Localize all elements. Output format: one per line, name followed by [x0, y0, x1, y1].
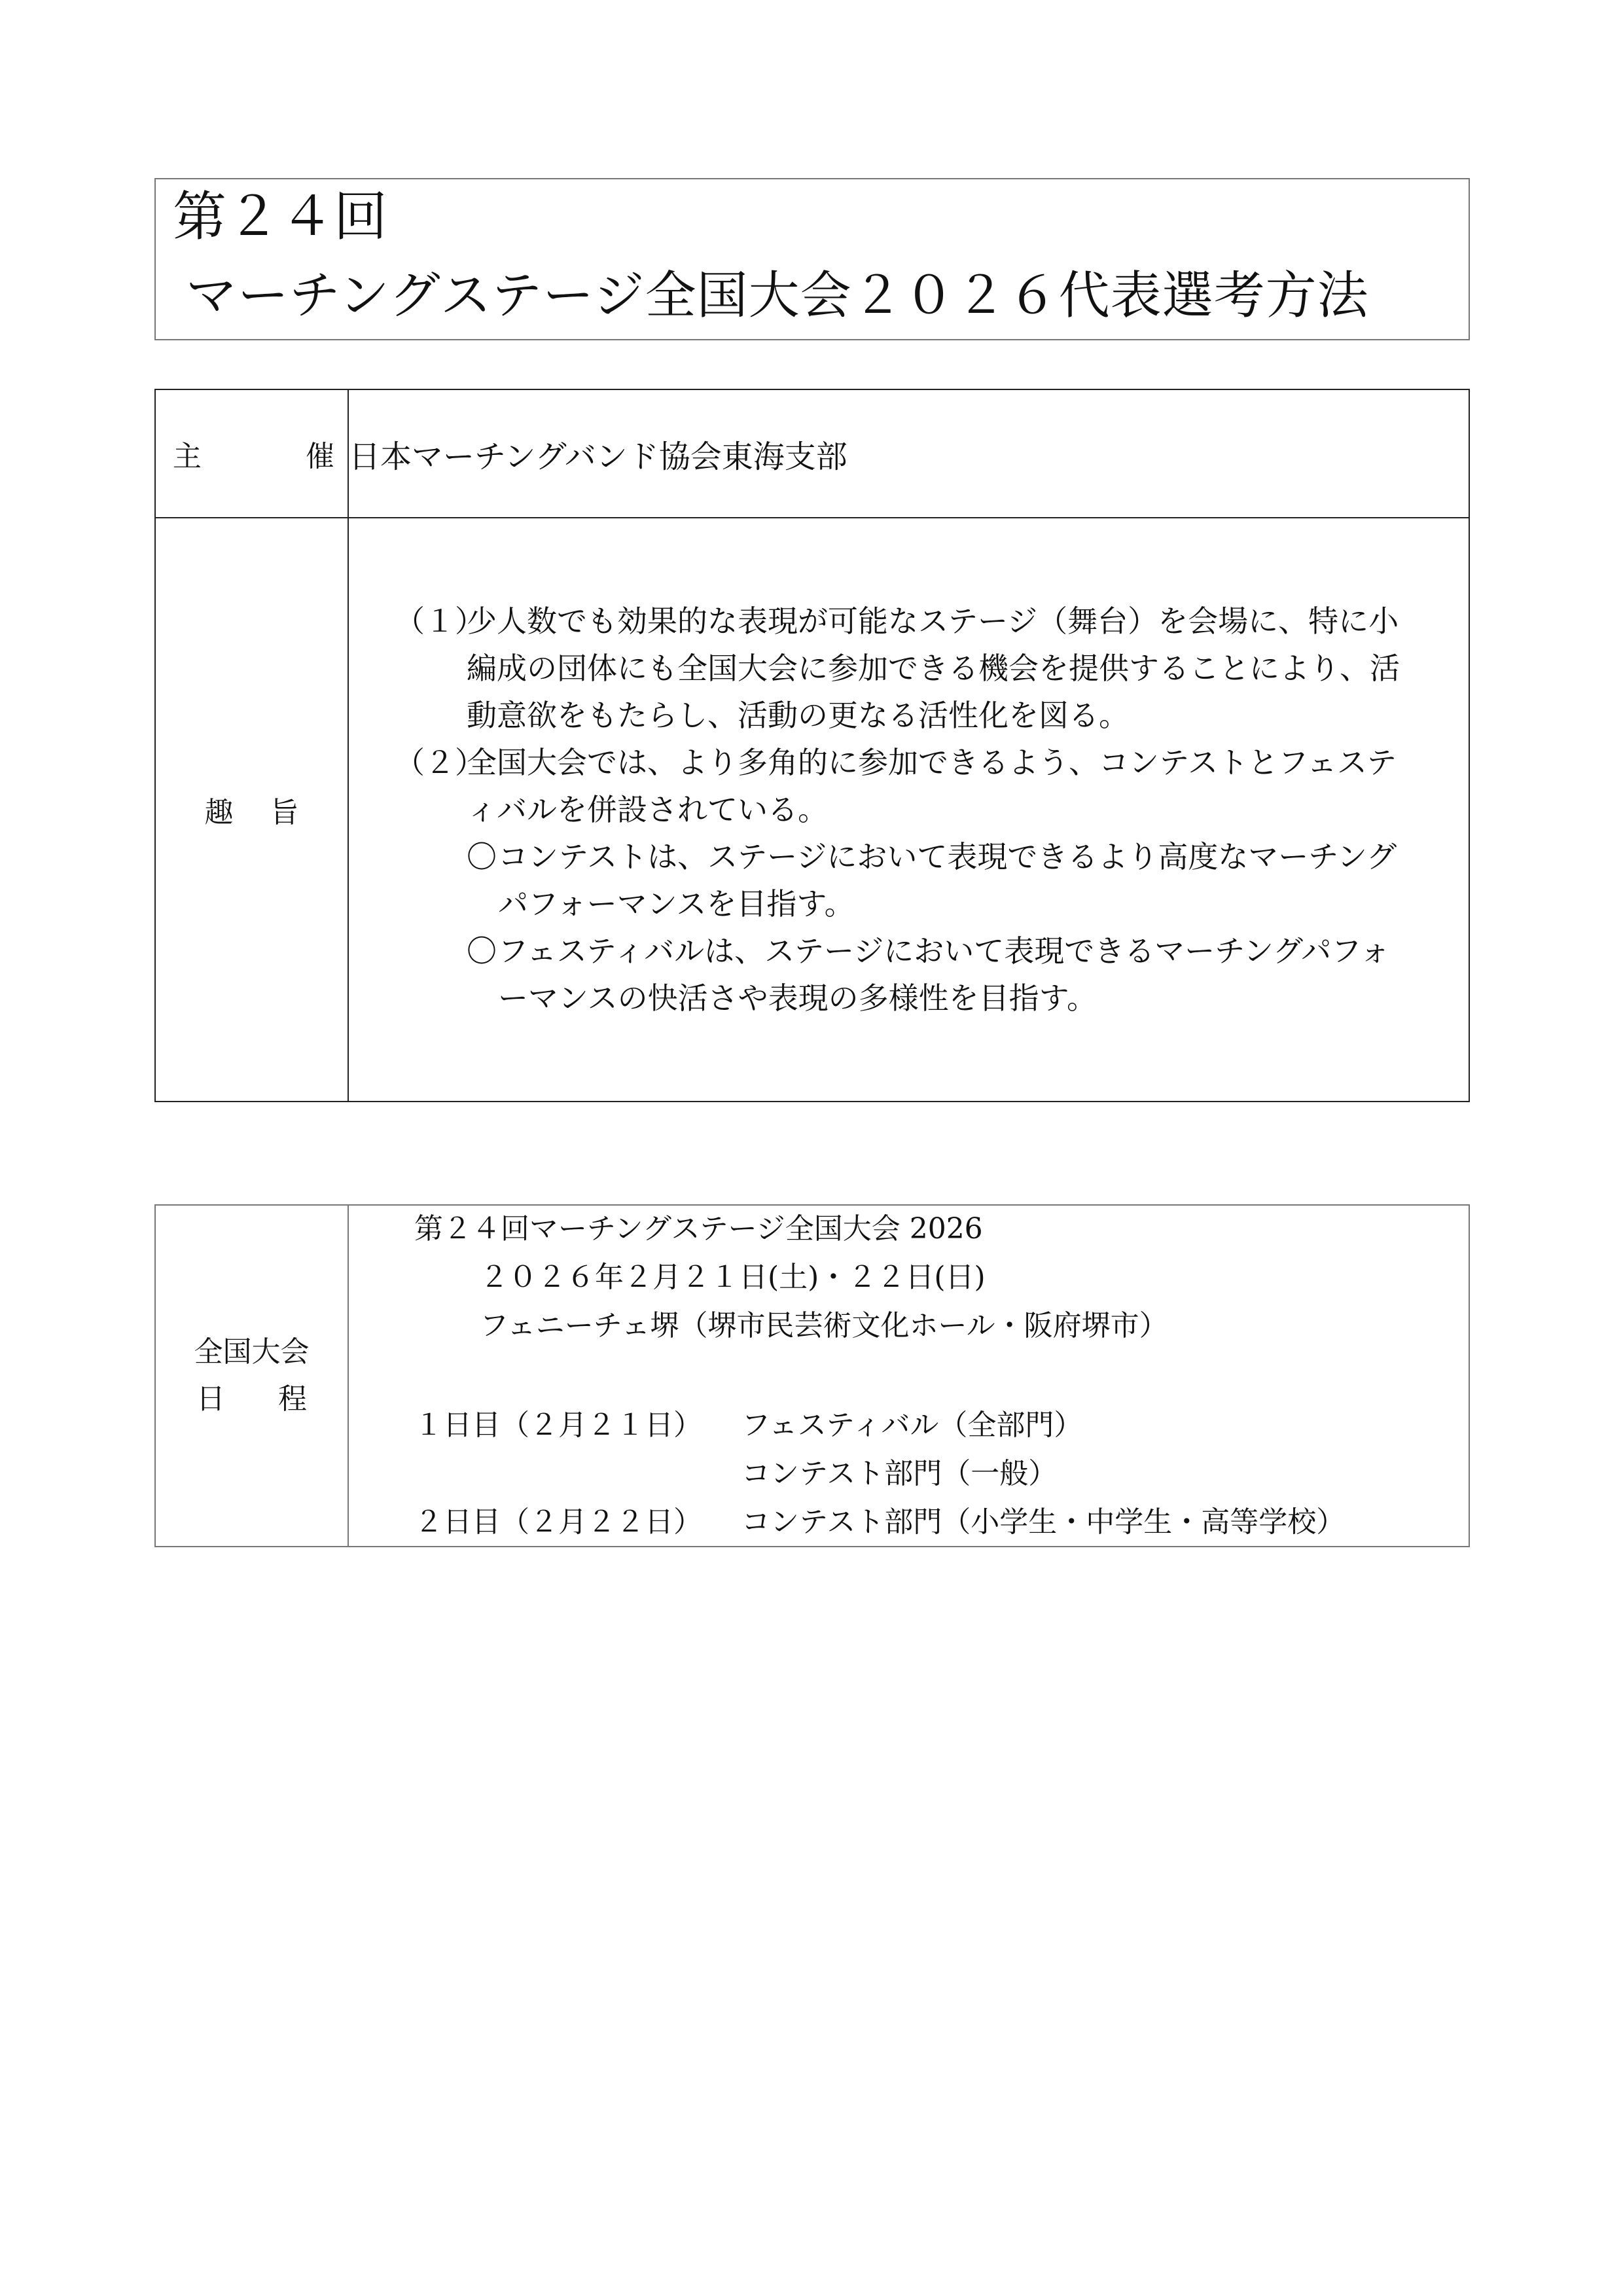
schedule-dates: ２０２６年２月２１日(土)・２２日(日) — [480, 1261, 986, 1294]
schedule-day1-item-1: フェスティバル（全部門） — [741, 1408, 1083, 1442]
circle-bullet-icon: 〇 — [467, 839, 497, 874]
purpose-sub-item-2-text: フェスティバルは、ステージにおいて表現できるマーチングパフォーマンスの快活さや表現の多様性を目指す。 — [498, 933, 1390, 1016]
purpose-item-2-text: 全国大会では、より多角的に参加できるよう、コンテストとフェスティバルを併設されている。 — [467, 745, 1397, 827]
purpose-item-1 — [395, 598, 1416, 739]
title-box — [154, 178, 1470, 340]
schedule-content-cell — [348, 1205, 1469, 1547]
purpose-label-cell — [155, 518, 348, 1102]
purpose-sub-item-1-text: コンテストは、ステージにおいて表現できるより高度なマーチングパフォーマンスを目指す。 — [498, 839, 1397, 922]
schedule-event-name: 第２４回マーチングステージ全国大会 2026 — [414, 1212, 983, 1246]
host-label-left: 主 — [173, 440, 202, 473]
purpose-label-right: 旨 — [270, 796, 299, 829]
host-row — [155, 389, 1469, 518]
purpose-sub-item-1 — [467, 833, 1416, 927]
purpose-list — [349, 598, 1469, 1022]
circle-bullet-icon: 〇 — [467, 933, 497, 969]
purpose-item-1-text: 少人数でも効果的な表現が可能なステージ（舞台）を会場に、特に小編成の団体にも全国大会に参加できる機会を提供することにより、活動意欲をもたらし、活動の更なる活性化を図る。 — [467, 603, 1400, 733]
host-label-cell — [155, 389, 348, 518]
purpose-content-cell — [348, 518, 1469, 1102]
purpose-sub-item-2 — [467, 927, 1416, 1022]
schedule-day2-item-1: コンテスト部門（小学生・中学生・高等学校） — [741, 1505, 1346, 1539]
schedule-label-right: 程 — [278, 1382, 307, 1416]
host-value: 日本マーチングバンド協会東海支部 — [348, 389, 1469, 518]
purpose-row — [155, 518, 1469, 1102]
schedule-label-left: 日 — [196, 1382, 225, 1416]
title-line-1: 第２４回 — [173, 186, 388, 248]
schedule-day1-item-2: コンテスト部門（一般） — [741, 1457, 1058, 1490]
schedule-table — [154, 1204, 1470, 1547]
schedule-label-line-1: 全国大会 — [194, 1335, 310, 1369]
schedule-day1-label: １日目（２月２１日） — [414, 1408, 702, 1442]
purpose-item-1-number: （１） — [395, 603, 485, 639]
purpose-item-2-number: （２） — [395, 745, 485, 780]
overview-table — [154, 389, 1470, 1102]
purpose-item-2 — [395, 739, 1416, 1022]
schedule-venue: フェニーチェ堺（堺市民芸術文化ホール・阪府堺市） — [480, 1309, 1168, 1342]
purpose-label-left: 趣 — [204, 796, 234, 829]
title-line-2: マーチングステージ全国大会２０２６代表選考方法 — [186, 266, 1369, 325]
schedule-day2-label: ２日目（２月２２日） — [414, 1505, 702, 1539]
schedule-label-cell — [155, 1205, 348, 1547]
schedule-row — [155, 1205, 1469, 1547]
host-label-right: 催 — [306, 440, 334, 473]
